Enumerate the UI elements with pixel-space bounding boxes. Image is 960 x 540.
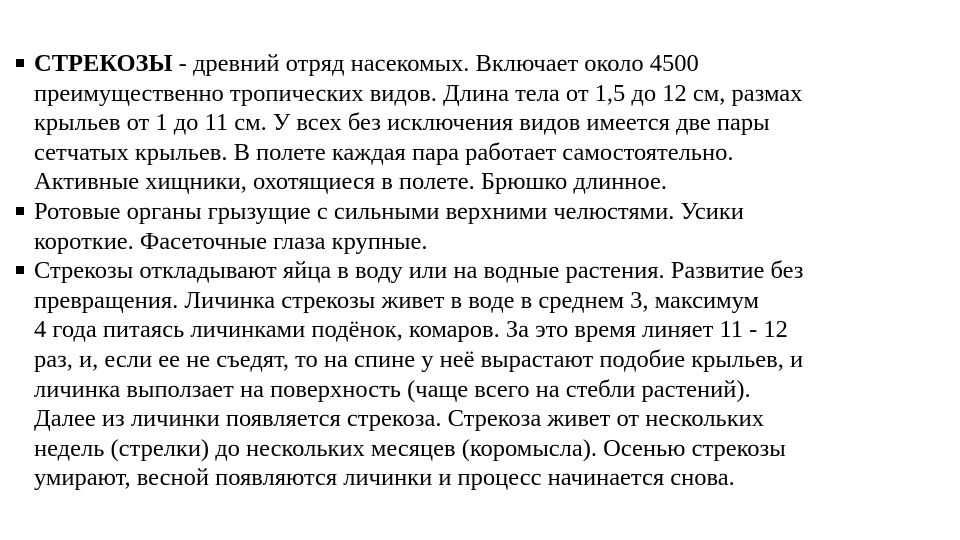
paragraph-line: сетчатых крыльев. В полете каждая пара работает самостоятельно.: [34, 138, 734, 166]
square-bullet-icon: [16, 207, 24, 215]
text-body: [16, 49, 946, 493]
bullet-item-development: [16, 256, 946, 493]
paragraph-line: Ротовые органы грызущие с сильными верхними челюстями. Усики: [34, 197, 744, 225]
paragraph-line: короткие. Фасеточные глаза крупные.: [34, 227, 428, 255]
paragraph-line: Активные хищники, охотящиеся в полете. Брюшко длинное.: [34, 168, 667, 196]
paragraph-line: раз, и, если ее не съедят, то на спине у неё вырастают подобие крыльев, и: [34, 345, 804, 373]
paragraph-line: Стрекозы откладывают яйца в воду или на водные растения. Развитие без: [34, 257, 804, 285]
paragraph-line: личинка выползает на поверхность (чаще всего на стебли растений).: [34, 375, 751, 403]
paragraph-line: Далее из личинки появляется стрекоза. Стрекоза живет от нескольких: [34, 405, 764, 433]
paragraph-line: превращения. Личинка стрекозы живет в воде в среднем 3, максимум: [34, 286, 760, 314]
square-bullet-icon: [16, 266, 24, 274]
square-bullet-icon: [16, 59, 24, 67]
bullet-item-dragonflies: [16, 49, 946, 197]
paragraph-line: крыльев от 1 до 11 см. У всех без исключения видов имеется две пары: [34, 109, 770, 137]
term-heading: СТРЕКОЗЫ: [34, 50, 173, 77]
bullet-item-mouthparts: [16, 197, 946, 256]
paragraph-line: недель (стрелки) до нескольких месяцев (коромысла). Осенью стрекозы: [34, 434, 786, 462]
paragraph-line: умирают, весной появляются личинки и процесс начинается снова.: [34, 464, 735, 492]
paragraph-text: - древний отряд насекомых. Включает около 4500: [172, 50, 699, 77]
paragraph-line: преимущественно тропических видов. Длина тела от 1,5 до 12 см, размах: [34, 79, 803, 107]
paragraph-line: [34, 49, 946, 79]
paragraph-line: 4 года питаясь личинками подёнок, комаров. За это время линяет 11 - 12: [34, 316, 788, 344]
